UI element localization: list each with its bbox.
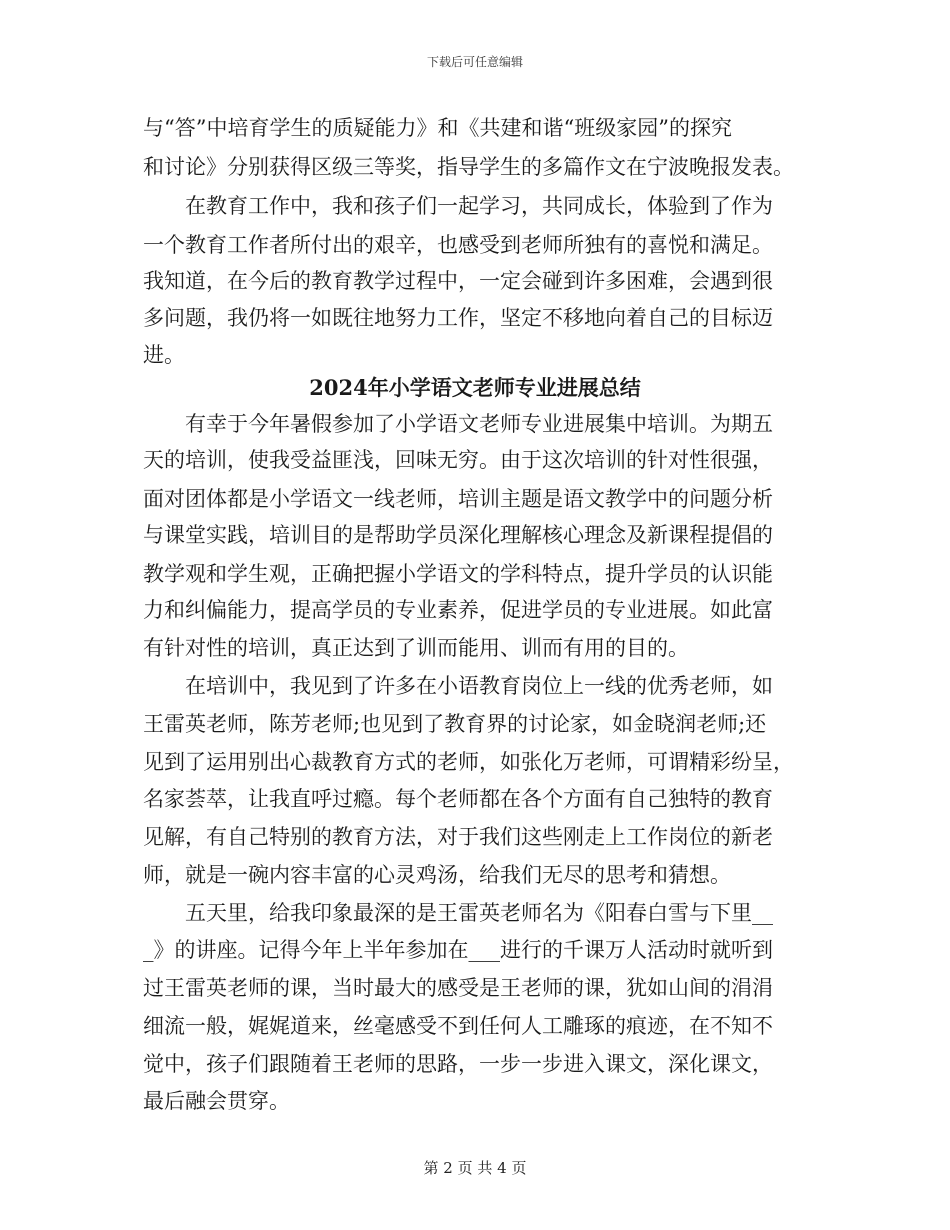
paragraph-line: 过王雷英老师的课，当时最大的感受是王老师的课，犹如山间的涓涓 xyxy=(143,976,773,1000)
paragraph-line: 多问题，我仍将一如既往地努力工作，坚定不移地向着自己的目标迈 xyxy=(143,306,773,330)
section-title: 2024年小学语文老师专业进展总结 xyxy=(309,375,641,400)
paragraph-line: 名家荟萃，让我直呼过瘾。每个老师都在各个方面有自己独特的教育 xyxy=(143,787,773,811)
paragraph-line: 和讨论》分别获得区级三等奖，指导学生的多篇作文在宁波晚报发表。 xyxy=(143,155,794,179)
paragraph-line: 一个教育工作者所付出的艰辛，也感受到老师所独有的喜悦和满足。 xyxy=(143,233,773,257)
paragraph-line: 与“答”中培育学生的质疑能力》和《共建和谐“班级家园”的探究 xyxy=(143,116,732,140)
paragraph-line: 师，就是一碗内容丰富的心灵鸡汤，给我们无尽的思考和猜想。 xyxy=(143,863,731,887)
paragraph-line: 细流一般，娓娓道来，丝毫感受不到任何人工雕琢的痕迹，在不知不 xyxy=(143,1014,773,1038)
paragraph-line: 觉中，孩子们跟随着王老师的思路，一步一步进入课文，深化课文， xyxy=(143,1052,773,1076)
paragraph-line: 我知道，在今后的教育教学过程中，一定会碰到许多困难，会遇到很 xyxy=(143,269,773,293)
paragraph-line: 进。 xyxy=(143,343,185,367)
paragraph-line: 天的培训，使我受益匪浅，回味无穷。由于这次培训的针对性很强， xyxy=(143,448,773,472)
paragraph-line: 王雷英老师，陈芳老师;也见到了教育界的讨论家，如金晓润老师;还 xyxy=(143,712,767,736)
paragraph-line: 见解，有自己特别的教育方法，对于我们这些刚走上工作岗位的新老 xyxy=(143,825,773,849)
paragraph-line: 教学观和学生观，正确把握小学语文的学科特点，提升学员的认识能 xyxy=(143,562,773,586)
paragraph-line: 在教育工作中，我和孩子们一起学习，共同成长，体验到了作为 xyxy=(143,194,773,218)
paragraph-line: 见到了运用别出心裁教育方式的老师，如张化万老师，可谓精彩纷呈， xyxy=(143,750,794,774)
paragraph-line: 有针对性的培训，真正达到了训而能用、训而有用的目的。 xyxy=(143,636,689,660)
page-header-note: 下载后可任意编辑 xyxy=(426,55,523,69)
page-number: 第 2 页 共 4 页 xyxy=(423,1159,527,1177)
paragraph-line: 有幸于今年暑假参加了小学语文老师专业进展集中培训。为期五 xyxy=(143,412,773,436)
paragraph-line: 五天里，给我印象最深的是王雷英老师名为《阳春白雪与下里__ xyxy=(143,901,773,925)
paragraph-line: 与课堂实践，培训目的是帮助学员深化理解核心理念及新课程提倡的 xyxy=(143,523,773,547)
paragraph-line: _》的讲座。记得今年上半年参加在___进行的千课万人活动时就听到 xyxy=(143,938,773,962)
paragraph-line: 力和纠偏能力，提高学员的专业素养，促进学员的专业进展。如此富 xyxy=(143,598,773,622)
paragraph-line: 最后融会贯穿。 xyxy=(143,1089,290,1113)
paragraph-line: 在培训中，我见到了许多在小语教育岗位上一线的优秀老师，如 xyxy=(143,674,773,698)
paragraph-line: 面对团体都是小学语文一线老师，培训主题是语文教学中的问题分析 xyxy=(143,487,773,511)
